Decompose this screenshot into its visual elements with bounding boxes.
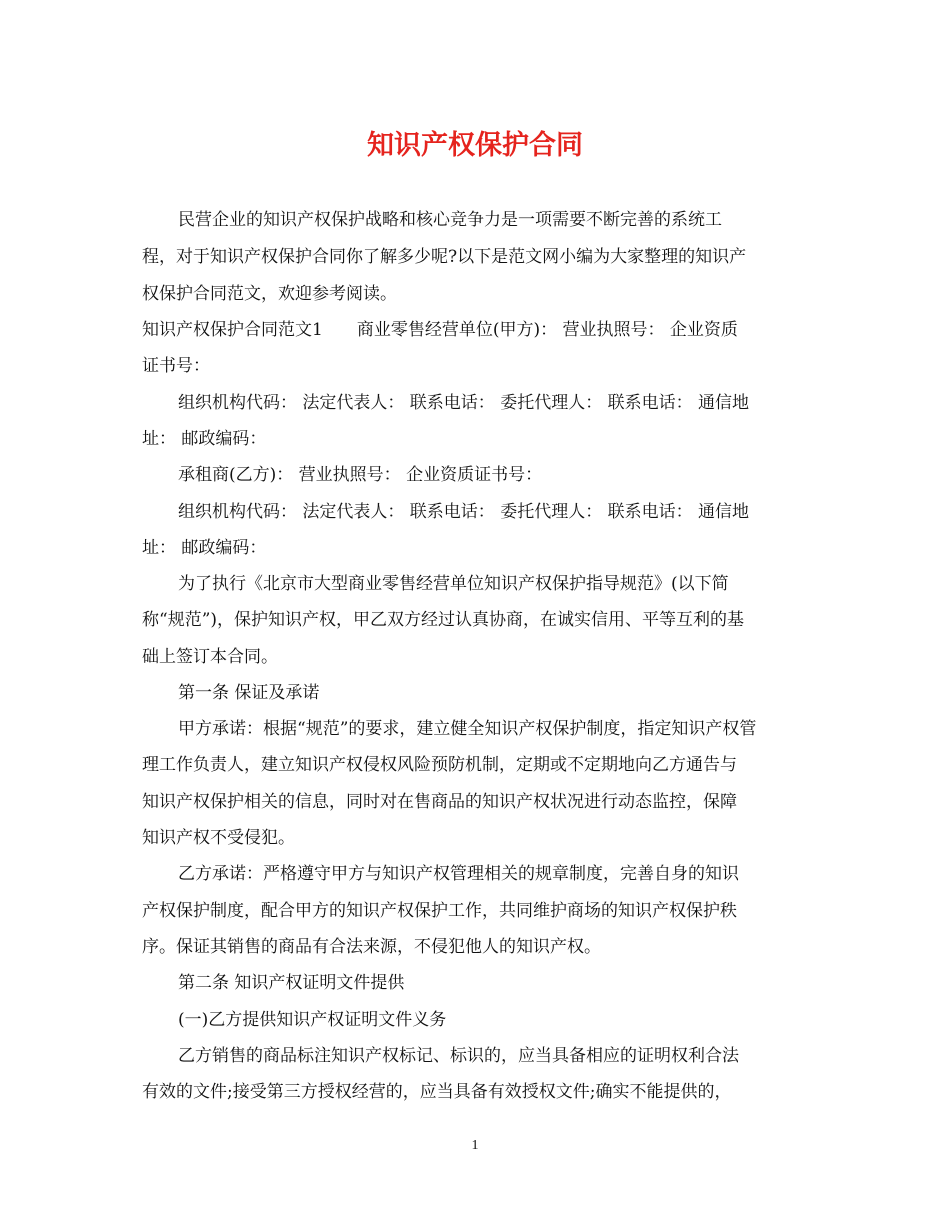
page-number: 1 [471, 1138, 479, 1153]
text-line: 甲方承诺：根据“规范”的要求，建立健全知识产权保护制度，指定知识产权管 [178, 719, 757, 739]
text-line: 民营企业的知识产权保护战略和核心竞争力是一项需要不断完善的系统工 [178, 210, 722, 230]
text-line: 知识产权保护相关的信息，同时对在售商品的知识产权状况进行动态监控，保障 [142, 792, 737, 812]
text-line: 为了执行《北京市大型商业零售经营单位知识产权保护指导规范》(以下简 [178, 574, 729, 594]
section-heading: 第一条 保证及承诺 [178, 683, 320, 703]
text-line: 乙方销售的商品标注知识产权标记、标识的，应当具备相应的证明权利合法 [178, 1046, 739, 1066]
text-line: 承租商(乙方)： 营业执照号： 企业资质证书号： [178, 465, 543, 485]
document-title: 知识产权保护合同 [367, 130, 583, 161]
text-line: 程，对于知识产权保护合同你了解多少呢?以下是范文网小编为大家整理的知识产 [142, 247, 747, 267]
text-line: 知识产权保护合同范文1 商业零售经营单位(甲方)： 营业执照号： 企业资质 [142, 320, 738, 340]
text-line: 称“规范”)，保护知识产权，甲乙双方经过认真协商，在诚实信用、平等互利的基 [142, 610, 745, 630]
text-line: 知识产权不受侵犯。 [142, 828, 295, 848]
text-line: 序。保证其销售的商品有合法来源，不侵犯他人的知识产权。 [142, 937, 601, 957]
text-line: 产权保护制度，配合甲方的知识产权保护工作，共同维护商场的知识产权保护秩 [142, 901, 737, 921]
text-line: 础上签订本合同。 [142, 647, 278, 667]
text-line: 证书号： [142, 356, 210, 376]
text-line: 址： 邮政编码： [142, 538, 267, 558]
subsection-heading: (一)乙方提供知识产权证明文件义务 [178, 1010, 447, 1030]
section-heading: 第二条 知识产权证明文件提供 [178, 973, 405, 993]
text-line: 址： 邮政编码： [142, 429, 267, 449]
text-line: 乙方承诺：严格遵守甲方与知识产权管理相关的规章制度，完善自身的知识 [178, 864, 739, 884]
text-line: 组织机构代码： 法定代表人： 联系电话： 委托代理人： 联系电话： 通信地 [178, 393, 750, 413]
text-line: 理工作负责人，建立知识产权侵权风险预防机制，定期或不定期地向乙方通告与 [142, 755, 737, 775]
text-line: 权保护合同范文，欢迎参考阅读。 [142, 284, 397, 304]
text-line: 有效的文件;接受第三方授权经营的，应当具备有效授权文件;确实不能提供的， [142, 1082, 732, 1102]
text-line: 组织机构代码： 法定代表人： 联系电话： 委托代理人： 联系电话： 通信地 [178, 502, 750, 522]
